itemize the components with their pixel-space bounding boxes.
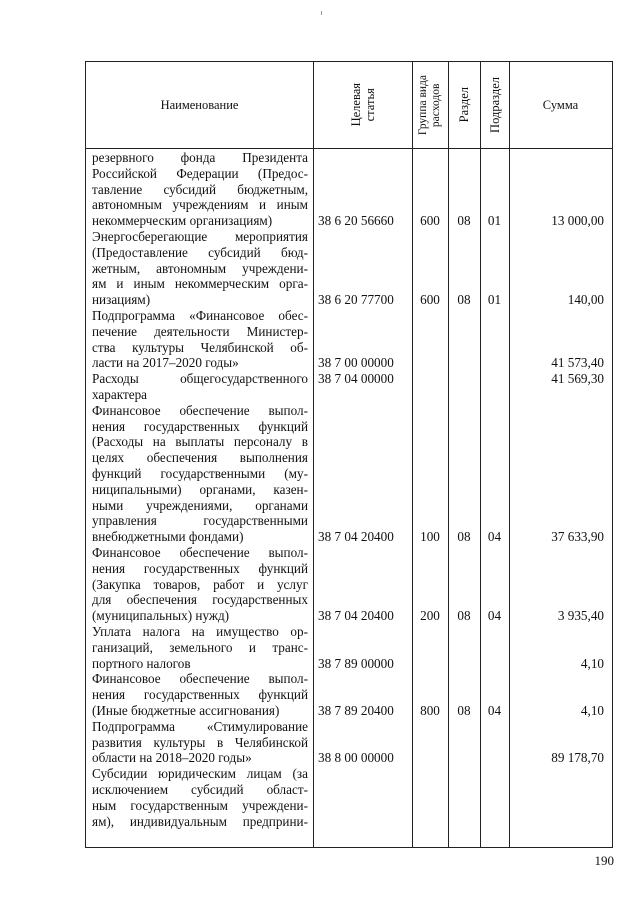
row-sum: 140,00 <box>567 292 604 308</box>
row-name-line: Финансовое обеспечение выпол- <box>92 671 308 687</box>
header-subsection: Подраздел <box>487 77 502 133</box>
row-section: 08 <box>457 702 471 718</box>
page-number: 190 <box>594 853 614 868</box>
table-row <box>86 766 612 829</box>
row-name-line: (Расходы на выплаты персоналу в <box>92 434 308 450</box>
row-target-item: 38 7 04 20400 <box>318 529 394 545</box>
row-subsection: 04 <box>487 529 502 545</box>
row-name <box>92 766 308 829</box>
row-name-line: ласти на 2017–2020 годы» <box>92 355 239 371</box>
row-target-item: 38 6 20 56660 <box>318 213 394 229</box>
row-name-line: внебюджетными фондами) <box>92 529 244 545</box>
row-name <box>92 403 308 545</box>
row-name-line: целях обеспечения выполнения <box>92 450 308 466</box>
row-name-line: ными учреждениями, органами <box>92 497 308 513</box>
row-name-line: жетным, автономным учреждени- <box>92 260 308 276</box>
row-name-line: Энергосберегающие мероприятия <box>92 229 308 244</box>
row-subsection: 01 <box>487 292 502 308</box>
table-row <box>86 229 612 308</box>
row-name-line: Финансовое обеспечение выпол- <box>92 402 308 418</box>
row-name-line: Финансовое обеспечение выпол- <box>92 545 308 560</box>
row-target-item: 38 7 00 00000 <box>318 355 394 371</box>
row-name-line: резервного фонда Президента <box>92 150 308 165</box>
row-name-line: ным государственным учреждени- <box>92 797 308 813</box>
row-name-line: (Иные бюджетные ассигнования) <box>92 702 280 718</box>
row-expense-group: 800 <box>420 702 440 718</box>
row-subsection: 04 <box>487 702 502 718</box>
table-row <box>86 624 612 671</box>
row-section: 08 <box>457 608 471 624</box>
row-sum: 13 000,00 <box>551 213 604 229</box>
row-section: 08 <box>457 213 471 229</box>
row-target-item: 38 8 00 00000 <box>318 750 394 766</box>
row-name-line: тавление субсидий бюджетным, <box>92 181 308 197</box>
row-name-line: Подпрограмма «Финансовое обес- <box>92 308 308 323</box>
table-row <box>86 308 612 371</box>
row-name-line: управления государственными <box>92 513 308 529</box>
table-row <box>86 719 612 766</box>
row-name-line: нения государственных функций <box>92 560 308 576</box>
row-sum: 4,10 <box>580 702 604 718</box>
table-row <box>86 403 612 545</box>
row-name-line: (Закупка товаров, работ и услуг <box>92 576 308 592</box>
row-section: 08 <box>457 529 471 545</box>
row-name-line: Субсидии юридическим лицам (за <box>92 766 308 782</box>
row-name-line: для обеспечения государственных <box>92 592 308 608</box>
header-target-item: Целевая статья <box>348 83 377 127</box>
row-name <box>92 371 308 403</box>
row-expense-group: 100 <box>420 529 440 545</box>
row-sum: 37 633,90 <box>551 529 604 545</box>
row-name-line: автономным учреждениям и иным <box>92 197 308 213</box>
table-row <box>86 671 612 718</box>
row-name-line: Российской Федерации (Предос- <box>92 165 308 181</box>
row-target-item: 38 7 89 20400 <box>318 702 394 718</box>
row-subsection: 04 <box>487 608 502 624</box>
row-name-line: ства культуры Челябинской об- <box>92 339 308 355</box>
row-name-line: функций государственными (му- <box>92 465 308 481</box>
row-name <box>92 308 308 371</box>
row-name-line: некоммерческим организациям) <box>92 213 273 229</box>
row-expense-group: 600 <box>420 213 440 229</box>
row-expense-group: 200 <box>420 608 440 624</box>
row-subsection: 01 <box>487 213 502 229</box>
row-name-line: Подпрограмма «Стимулирование <box>92 718 308 734</box>
row-name-line: ям), индивидуальным предприни- <box>92 813 308 829</box>
row-name <box>92 545 308 624</box>
header-expense-group: Группа вида расходов <box>417 74 442 136</box>
row-name-line: портного налогов <box>92 655 191 671</box>
table-row <box>86 545 612 624</box>
budget-table <box>85 61 613 848</box>
row-name-line: развития культуры в Челябинской <box>92 734 308 750</box>
row-name <box>92 671 308 718</box>
row-name <box>92 624 308 671</box>
row-name <box>92 150 308 229</box>
row-name-line: исключением субсидий област- <box>92 781 308 797</box>
row-name-line: (Предоставление субсидий бюд- <box>92 244 308 260</box>
row-name-line: характера <box>92 386 148 402</box>
row-sum: 4,10 <box>580 655 604 671</box>
header-section: Раздел <box>457 87 471 123</box>
row-name-line: печение деятельности Министер- <box>92 323 308 339</box>
row-section: 08 <box>457 292 471 308</box>
row-name-line: Уплата налога на имущество ор- <box>92 624 308 639</box>
row-target-item: 38 7 04 20400 <box>318 608 394 624</box>
row-sum: 89 178,70 <box>551 750 604 766</box>
scan-mark <box>321 11 322 15</box>
header-divider <box>86 148 612 149</box>
row-sum: 41 569,30 <box>551 371 604 387</box>
header-sum: Сумма <box>542 98 579 112</box>
row-target-item: 38 7 89 00000 <box>318 655 394 671</box>
row-sum: 41 573,40 <box>551 355 604 371</box>
row-sum: 3 935,40 <box>557 608 604 624</box>
row-name-line: нения государственных функций <box>92 687 308 703</box>
row-target-item: 38 7 04 00000 <box>318 371 394 387</box>
row-name-line: ниципальными) органами, казен- <box>92 481 308 497</box>
row-name-line: нения государственных функций <box>92 418 308 434</box>
row-name-line: ям и иным некоммерческим орга- <box>92 276 308 292</box>
row-expense-group: 600 <box>420 292 440 308</box>
row-name-line: Расходы общегосударственного <box>92 371 308 387</box>
row-target-item: 38 6 20 77700 <box>318 292 394 308</box>
row-name-line: (муниципальных) нужд) <box>92 608 230 624</box>
header-name: Наименование <box>160 98 239 112</box>
row-name-line: области на 2018–2020 годы» <box>92 750 252 766</box>
table-row <box>86 150 612 229</box>
row-name <box>92 229 308 308</box>
row-name-line: низациям) <box>92 292 151 308</box>
row-name <box>92 719 308 766</box>
table-row <box>86 371 612 403</box>
row-name-line: ганизаций, земельного и транс- <box>92 639 308 655</box>
